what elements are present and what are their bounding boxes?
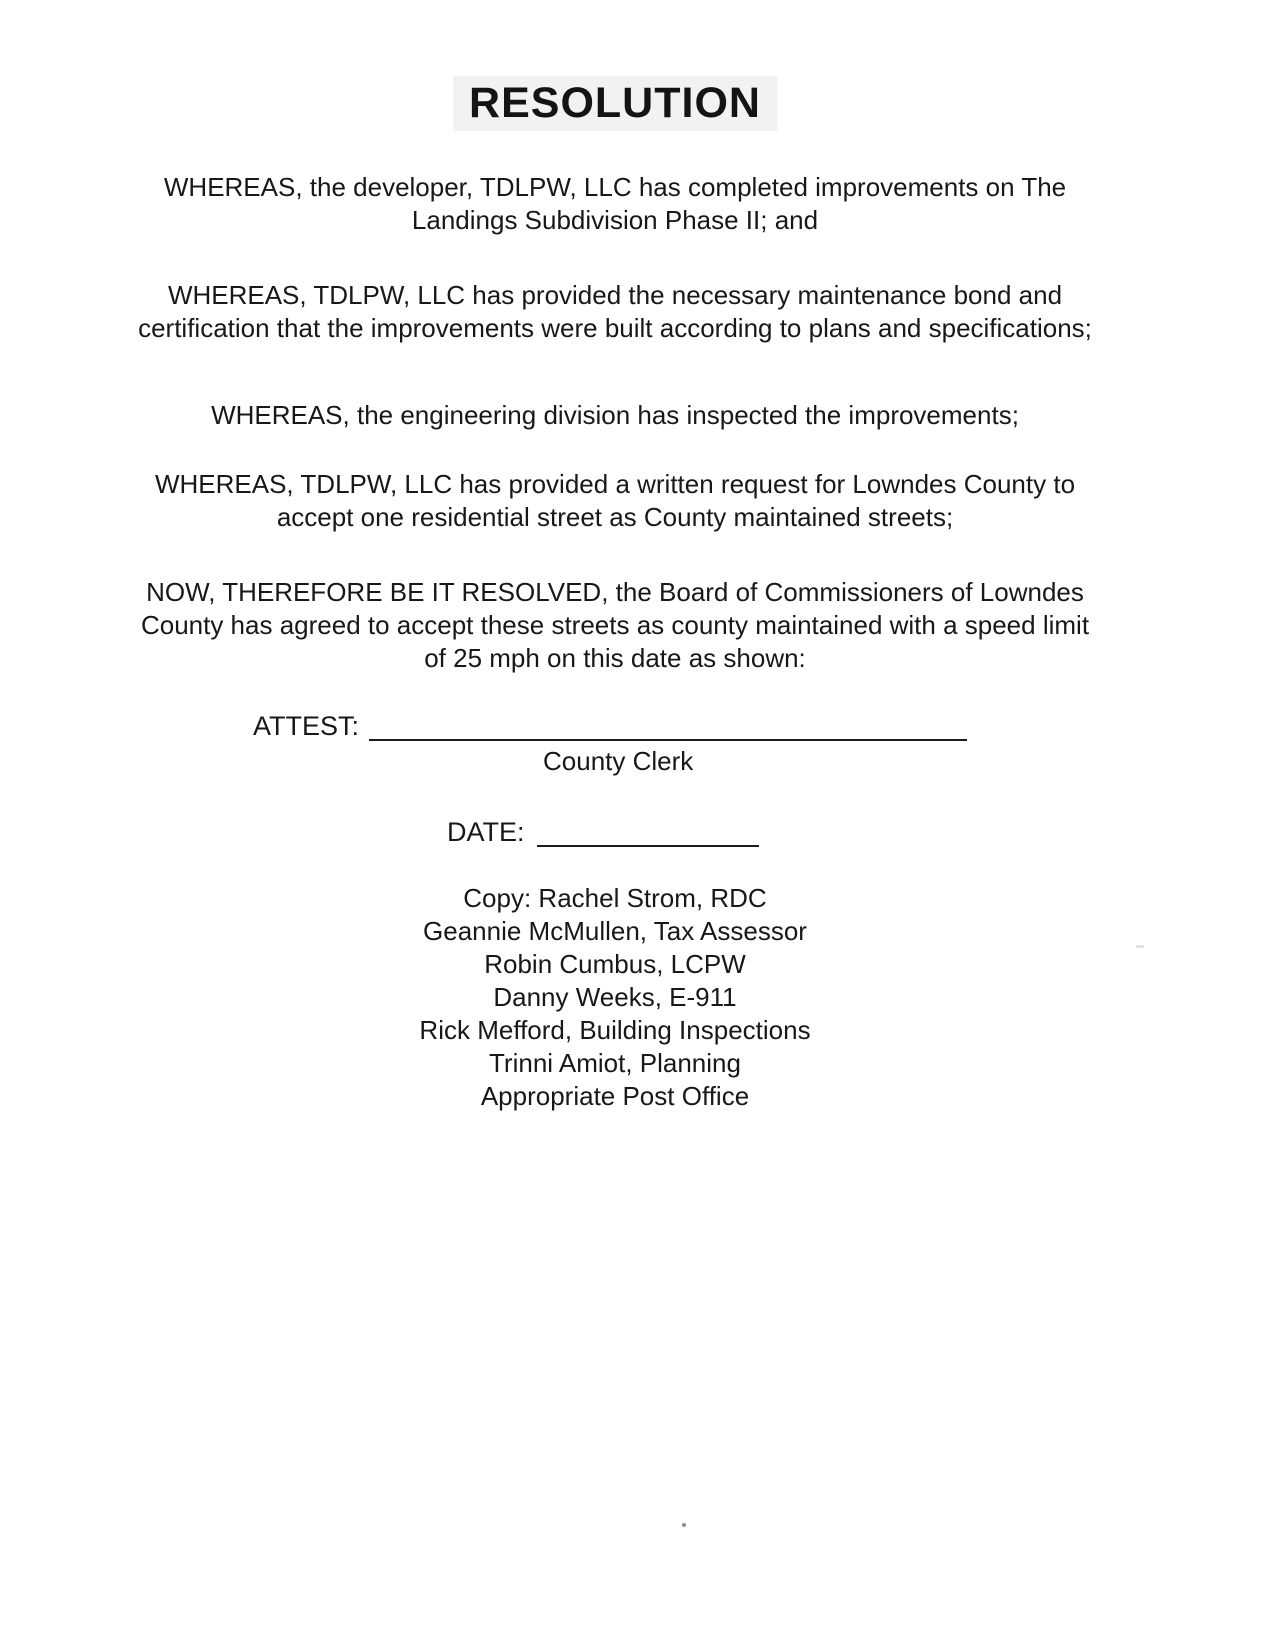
resolved-paragraph: NOW, THEREFORE BE IT RESOLVED, the Board of Commissioners of Lowndes County has agreed to accept these streets as county maintained with a speed limit of 25 mph on this date as shown: bbox=[140, 577, 1090, 673]
copy-block bbox=[135, 882, 1095, 1113]
copy-line: Robin Cumbus, LCPW bbox=[484, 949, 746, 979]
copy-line: Rick Mefford, Building Inspections bbox=[419, 1015, 811, 1045]
document-page bbox=[135, 0, 1095, 1113]
whereas-paragraph-3: WHEREAS, the engineering division has inspected the improvements; bbox=[211, 400, 1019, 430]
date-block bbox=[135, 817, 1095, 848]
scan-artifact-smudge bbox=[1136, 945, 1144, 948]
attest-row bbox=[135, 711, 1095, 742]
attest-block bbox=[135, 711, 1095, 777]
copy-line: Appropriate Post Office bbox=[480, 1081, 750, 1111]
document-title: RESOLUTION bbox=[453, 76, 777, 131]
attest-caption: County Clerk bbox=[543, 746, 694, 776]
attest-signature-line bbox=[369, 711, 967, 741]
date-label: DATE: bbox=[447, 817, 525, 847]
copy-line: Geannie McMullen, Tax Assessor bbox=[423, 916, 807, 946]
whereas-paragraph-4: WHEREAS, TDLPW, LLC has provided a written request for Lowndes County to accept one residential street as County maintained streets; bbox=[154, 469, 1076, 532]
attest-label: ATTEST: bbox=[253, 711, 360, 741]
whereas-paragraph-1: WHEREAS, the developer, TDLPW, LLC has completed improvements on The Landings Subdivision Phase II; and bbox=[163, 172, 1067, 235]
date-line bbox=[537, 817, 759, 847]
whereas-paragraph-2: WHEREAS, TDLPW, LLC has provided the necessary maintenance bond and certification that the improvements were built according to plans and specifications; bbox=[138, 280, 1092, 343]
copy-line: Trinni Amiot, Planning bbox=[489, 1048, 741, 1078]
copy-line: Copy: Rachel Strom, RDC bbox=[463, 883, 767, 913]
scan-artifact-dot bbox=[682, 1523, 686, 1527]
copy-line: Danny Weeks, E-911 bbox=[493, 982, 737, 1012]
